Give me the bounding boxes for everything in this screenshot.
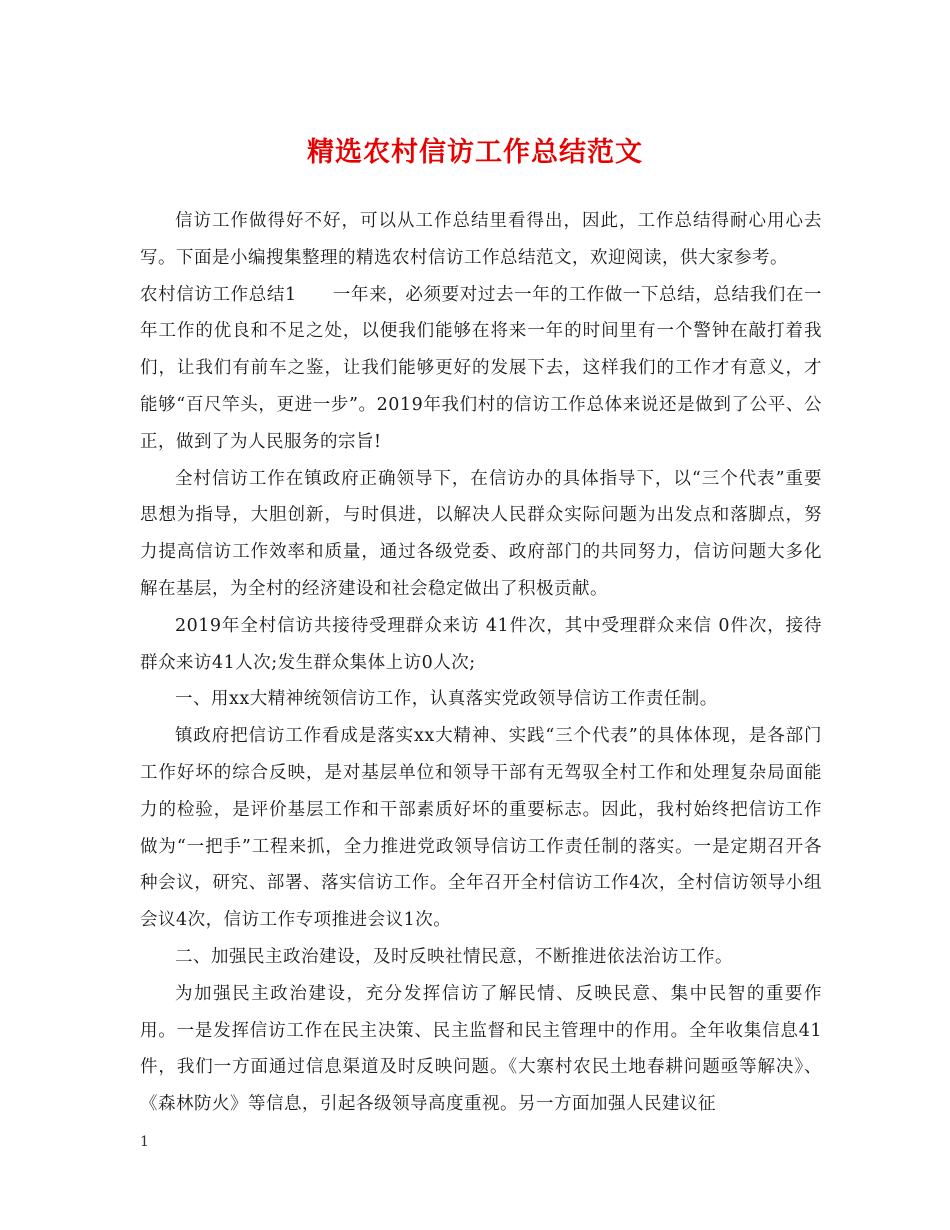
paragraph-intro: 信访工作做得好不好，可以从工作总结里看得出，因此，工作总结得耐心用心去写。下面是小编搜集整理的精选农村信访工作总结范文，欢迎阅读，供大家参考。 — [140, 211, 822, 268]
section-heading-2: 二、加强民主政治建设，及时反映社情民意，不断推进依法治访工作。 — [175, 946, 733, 967]
document-body — [140, 203, 822, 1123]
paragraph-responsibility: 镇政府把信访工作看成是落实xx大精神、实践“三个代表”的具体体现，是各部门工作好坏的综合反映，是对基层单位和领导干部有无驾驭全村工作和处理复杂局面能力的检验，是评价基层工作和干部素质好坏的重要标志。因此，我村始终把信访工作做为“一把手”工程来抓，全力推进党政领导信访工作责任制的落实。一是定期召开各种会议，研究、部署、落实信访工作。全年召开全村信访工作4次，全村信访领导小组会议4次，信访工作专项推进会议1次。 — [140, 726, 822, 931]
document-title: 精选农村信访工作总结范文 — [307, 137, 643, 168]
page-number: 1 — [140, 1134, 149, 1150]
section-heading-1: 一、用xx大精神统领信访工作，认真落实党政领导信访工作责任制。 — [175, 689, 718, 710]
paragraph-summary-1: 农村信访工作总结1 一年来，必须要对过去一年的工作做一下总结，总结我们在一年工作的优良和不足之处，以便我们能够在将来一年的时间里有一个警钟在敲打着我们，让我们有前车之鉴，让我们能够更好的发展下去，这样我们的工作才有意义，才能够“百尺竿头，更进一步”。2019年我们村的信访工作总体来说还是做到了公平、公正，做到了为人民服务的宗旨! — [140, 284, 822, 452]
paragraph-statistics: 2019年全村信访共接待受理群众来访 41件次，其中受理群众来信 0件次，接待群众来访41人次;发生群众集体上访0人次; — [140, 615, 822, 673]
paragraph-leadership: 全村信访工作在镇政府正确领导下，在信访办的具体指导下，以“三个代表”重要思想为指导，大胆创新，与时俱进，以解决人民群众实际问题为出发点和落脚点，努力提高信访工作效率和质量，通过各级党委、政府部门的共同努力，信访问题大多化解在基层，为全村的经济建设和社会稳定做出了积极贡献。 — [140, 468, 822, 599]
paragraph-democracy: 为加强民主政治建设，充分发挥信访了解民情、反映民意、集中民智的重要作用。一是发挥信访工作在民主决策、民主监督和民主管理中的作用。全年收集信息41件，我们一方面通过信息渠道及时反映问题。《大寨村农民土地春耕问题亟等解决》、《森林防火》等信息，引起各级领导高度重视。另一方面加强人民建议征 — [140, 983, 822, 1115]
